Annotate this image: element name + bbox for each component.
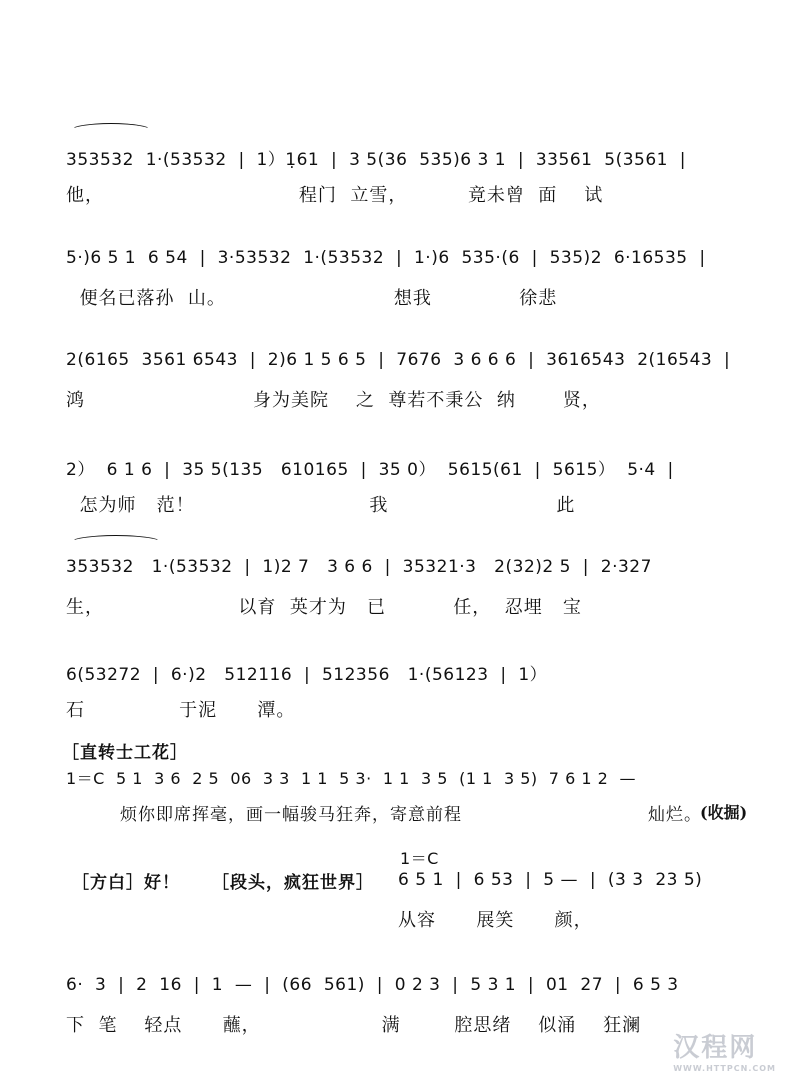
notation-line: 6 5 1 | 6 53 | 5 — | (3 3 23 5) [398, 870, 703, 890]
key-lyrics: 烦你即席挥毫，画一幅骏马狂奔，寄意前程 [120, 805, 462, 825]
notation-line: 353532 1·(53532 | 1)2 7 3 6 6 | 35321·3 2(32)2 5 | 2·327 [66, 557, 652, 577]
section-title: ［直转士工花］ [62, 743, 188, 763]
watermark-text: 汉程网 [673, 1033, 758, 1063]
lyrics-line: 怎为师 范！ 我 此 [66, 495, 576, 516]
key-signature: 1＝C [400, 849, 439, 868]
lyrics-line: 便名已落孙 山。 想我 徐悲 [66, 288, 558, 309]
lyrics-line: 生， 以育 英才为 已 任， 忍埋 宝 [66, 597, 582, 618]
lyrics-line: 下 笔 轻点 蘸， 满 腔思绪 似涌 狂澜 [66, 1015, 642, 1036]
key-note: (收掘) [700, 803, 748, 822]
watermark-logo [673, 1027, 776, 1073]
notation-line: 6· 3 | 2 16 | 1 — | (66 561) | 0 2 3 | 5 3 1 | 01 27 | 6 5 3 [66, 975, 679, 995]
notation-line: 5·)6 5 1 6 54 | 3·53532 1·(53532 | 1·)6 535·(6 | 535)2 6·16535 | [66, 248, 706, 268]
fangbai-label: ［方白］好！ [72, 873, 180, 893]
lyrics-line: 从容 展笑 颜， [398, 910, 593, 931]
duantou-label: ［段头，疯狂世界］ [212, 873, 374, 893]
lyrics-line: 他， 程门 立雪， 竟未曾 面 试 [66, 185, 604, 206]
notation-line: 2(6165 3561 6543 | 2)6 1 5 6 5 | 7676 3 6 6 6 | 3616543 2(16543 | [66, 350, 731, 370]
watermark-url: WWW.HTTPCN.COM [673, 1064, 776, 1073]
lyrics-line: 石 于泥 潭。 [66, 700, 296, 721]
key-notation-line: 1＝C 5 1 3 6 2 5 06 3 3 1 1 5 3· 1 1 3 5 (1 1 3 5) 7 6 1 2 — [66, 769, 636, 788]
notation-line: 6(53272 | 6·)2 512116 | 512356 1·(56123 | 1） [66, 665, 548, 685]
lyrics-line: 鸿 身为美院 之 尊若不秉公 纳 贤， [66, 390, 601, 411]
slur [70, 535, 162, 550]
slur [70, 123, 152, 138]
key-lyrics-end: 灿烂。 [648, 805, 702, 825]
notation-line: 353532 1·(53532 | 1）1̣61 | 3 5(36 535)6 3 1 | 33561 5(3561 | [66, 150, 687, 170]
notation-line: 2） 6 1 6 | 35 5(135 610165 | 35 0） 5615(61 | 5615） 5·4 | [66, 460, 674, 480]
